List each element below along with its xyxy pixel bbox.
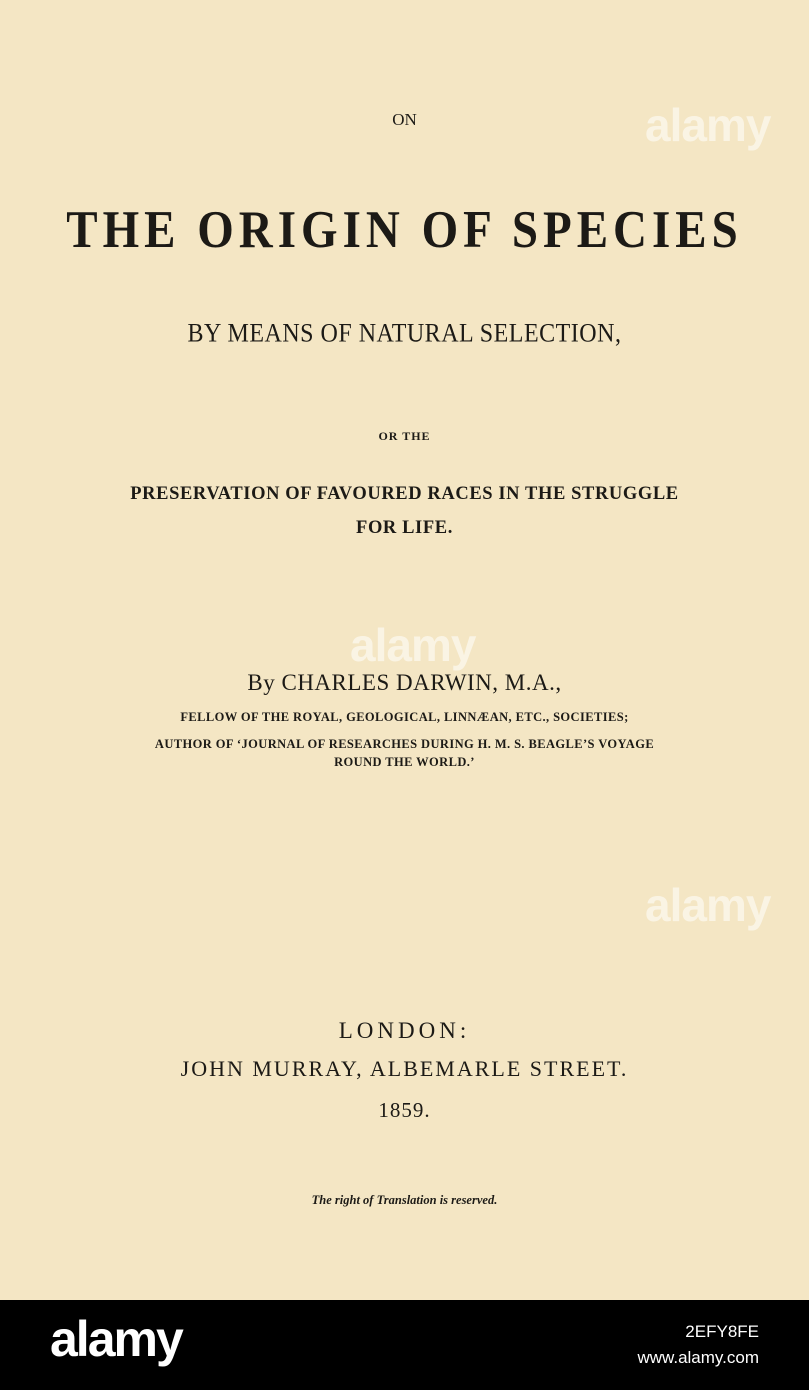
preservation-line-2: FOR LIFE. — [356, 518, 453, 538]
author-of-line-2: ROUND THE WORLD.’ — [334, 755, 475, 769]
rights-notice: The right of Translation is reserved. — [311, 1193, 498, 1207]
on-word: ON — [392, 110, 417, 129]
fellow-line: FELLOW OF THE ROYAL, GEOLOGICAL, LINNÆAN, ETC., SOCIETIES; — [180, 710, 629, 724]
stock-footer-bar — [0, 1300, 809, 1390]
or-the-text: OR THE — [378, 429, 431, 443]
author-of-line-1: AUTHOR OF ‘JOURNAL OF RESEARCHES DURING H. M. S. BEAGLE’S VOYAGE — [154, 737, 655, 751]
site-url[interactable]: www.alamy.com — [637, 1348, 759, 1367]
city-line: LONDON: — [338, 1018, 471, 1043]
book-subtitle: BY MEANS OF NATURAL SELECTION, — [187, 320, 622, 349]
watermark-logo: alamy — [645, 99, 771, 151]
year-line: 1859. — [378, 1098, 431, 1122]
alamy-logo: alamy — [50, 1311, 182, 1367]
watermark-logo: alamy — [350, 619, 476, 671]
preservation-line-1: PRESERVATION OF FAVOURED RACES IN THE STRUGGLE — [130, 484, 679, 504]
book-title: THE ORIGIN OF SPECIES — [66, 201, 743, 260]
publisher-line: JOHN MURRAY, ALBEMARLE STREET. — [180, 1056, 629, 1081]
image-id: 2EFY8FE — [685, 1322, 759, 1341]
watermark-logo: alamy — [645, 879, 771, 931]
author-line: By CHARLES DARWIN, M.A., — [247, 670, 562, 695]
